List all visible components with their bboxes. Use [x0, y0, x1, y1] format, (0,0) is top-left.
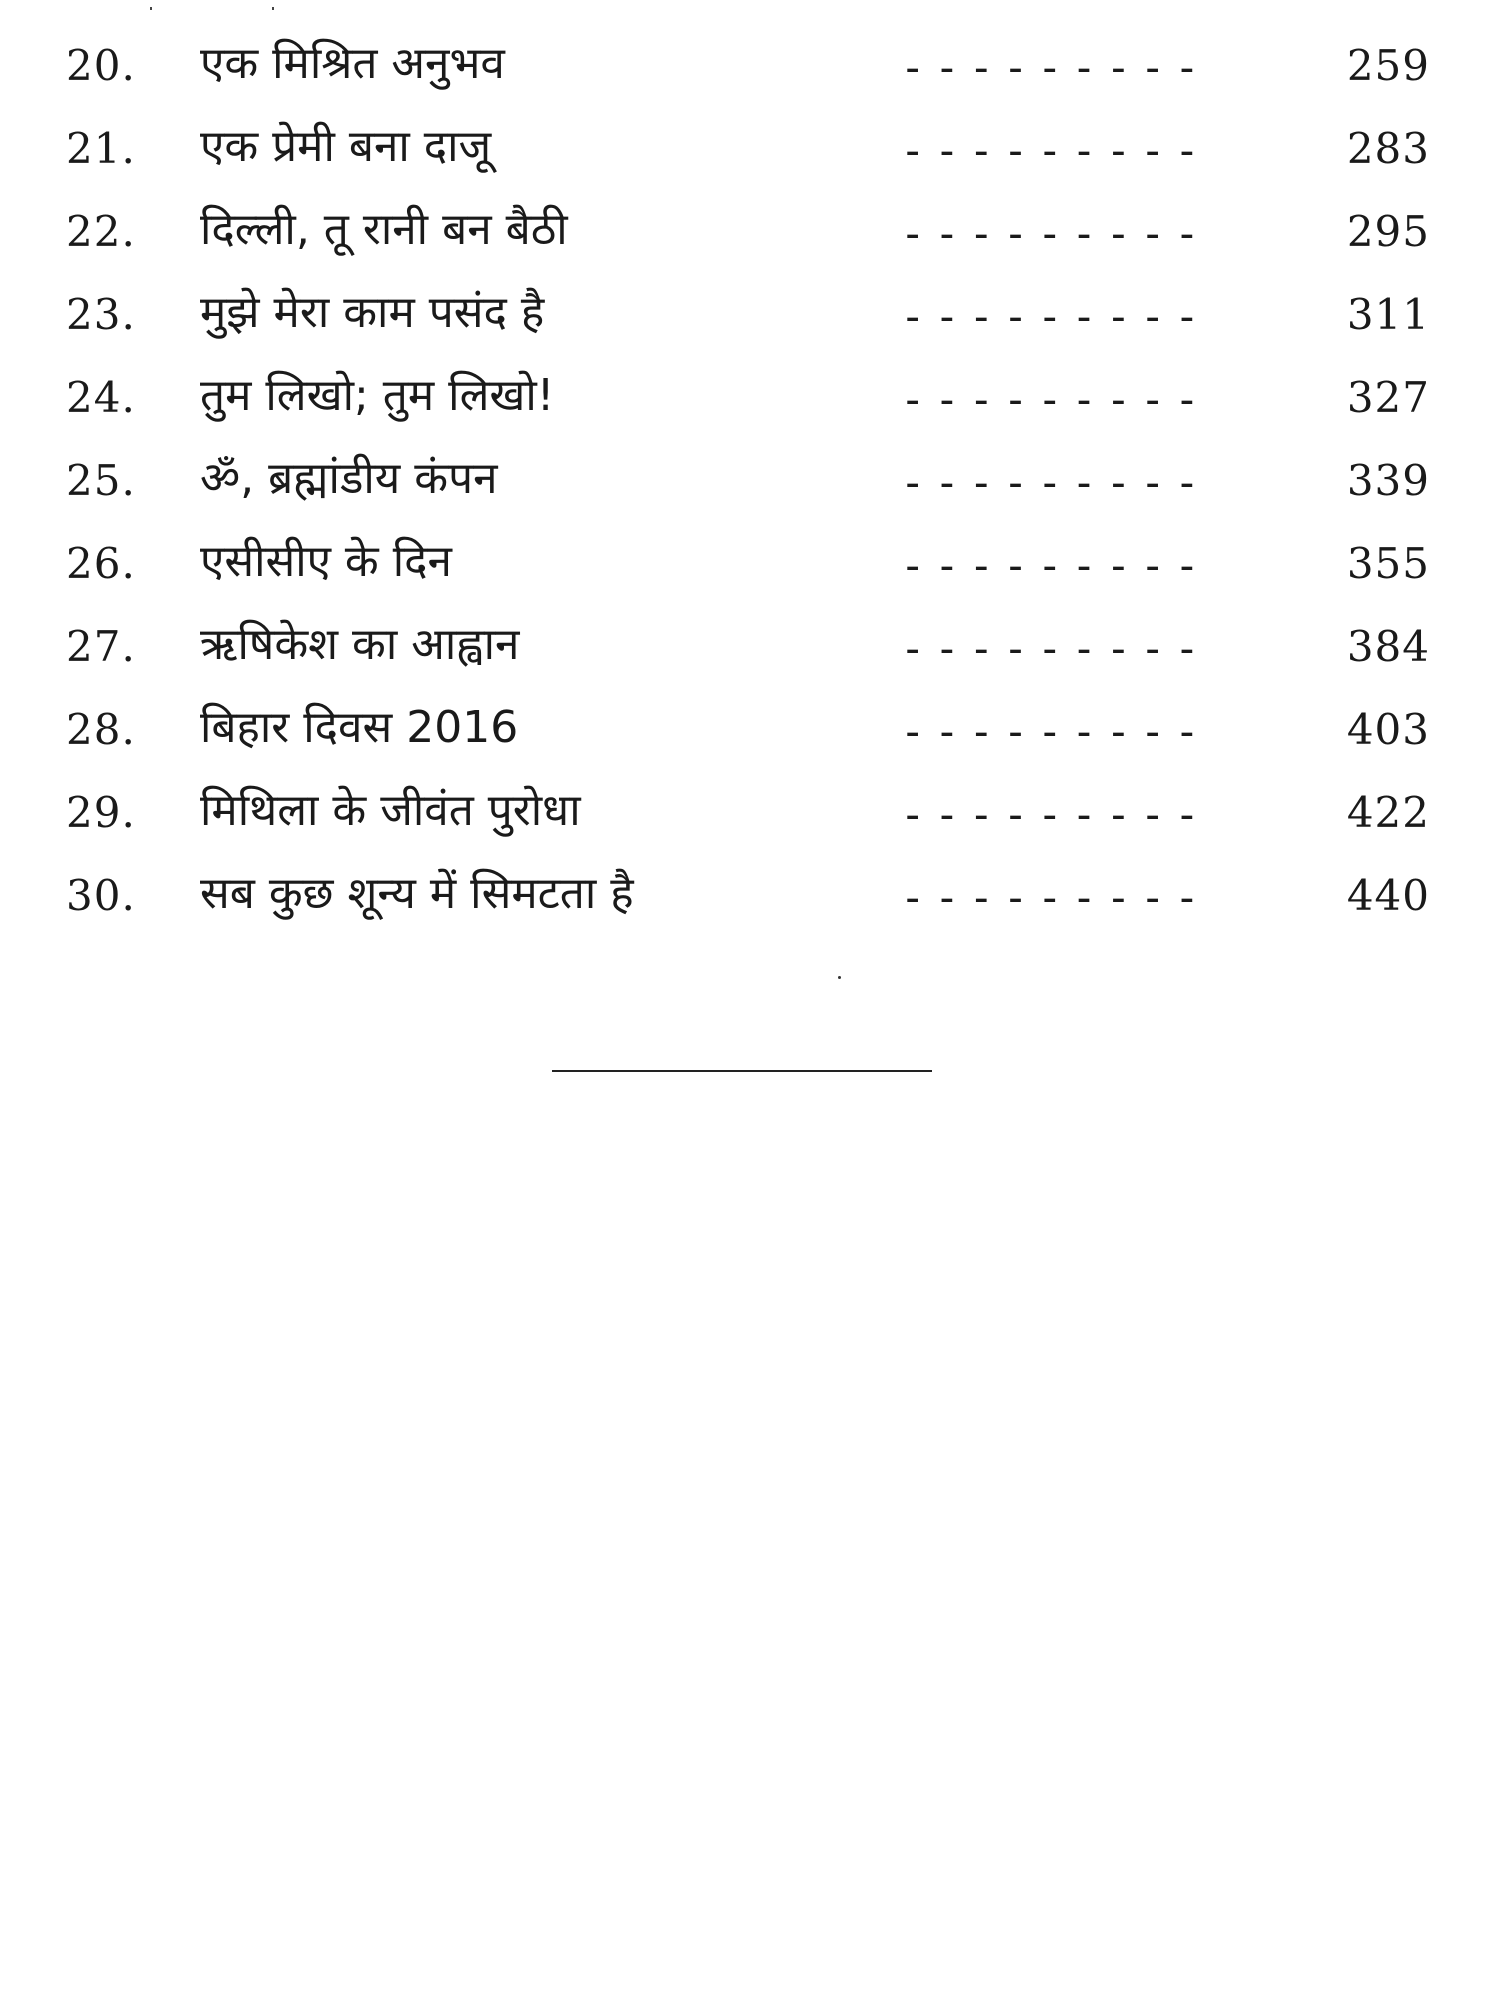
table-of-contents: [0, 32, 1500, 945]
toc-entry-page: 295: [1346, 207, 1430, 256]
toc-leader-dashes: ---------: [900, 624, 1209, 673]
toc-entry-title: तुम लिखो; तुम लिखो!: [200, 370, 555, 421]
toc-entry-title: दिल्ली, तू रानी बन बैठी: [200, 204, 568, 255]
toc-entry: [0, 115, 1500, 198]
toc-entry-number: 20.: [66, 41, 136, 90]
toc-entry-number: 21.: [66, 124, 136, 173]
toc-entry: [0, 530, 1500, 613]
toc-leader-dashes: ---------: [900, 43, 1209, 92]
toc-entry-page: 327: [1346, 373, 1430, 422]
toc-entry-page: 283: [1346, 124, 1430, 173]
toc-entry-page: 422: [1346, 788, 1430, 837]
toc-entry: [0, 281, 1500, 364]
cropped-text-fragment: [150, 0, 450, 10]
scan-speck: [838, 976, 841, 979]
toc-entry-number: 27.: [66, 622, 136, 671]
toc-entry-number: 23.: [66, 290, 136, 339]
toc-entry-number: 24.: [66, 373, 136, 422]
toc-entry-number: 25.: [66, 456, 136, 505]
toc-leader-dashes: ---------: [900, 541, 1209, 590]
toc-entry: [0, 696, 1500, 779]
toc-leader-dashes: ---------: [900, 292, 1209, 341]
toc-entry-title: मिथिला के जीवंत पुरोधा: [200, 785, 581, 836]
toc-entry: [0, 613, 1500, 696]
toc-entry-number: 30.: [66, 871, 136, 920]
toc-entry-title: एक प्रेमी बना दाजू: [200, 121, 492, 172]
toc-entry-page: 440: [1346, 871, 1430, 920]
toc-entry: [0, 779, 1500, 862]
toc-entry-page: 403: [1346, 705, 1430, 754]
toc-entry: [0, 198, 1500, 281]
section-end-rule: [552, 1070, 932, 1072]
toc-entry-page: 311: [1346, 290, 1430, 339]
toc-entry-page: 355: [1346, 539, 1430, 588]
toc-entry: [0, 447, 1500, 530]
toc-leader-dashes: ---------: [900, 126, 1209, 175]
toc-entry-number: 22.: [66, 207, 136, 256]
toc-entry-title: मुझे मेरा काम पसंद है: [200, 287, 545, 338]
toc-leader-dashes: ---------: [900, 873, 1209, 922]
toc-entry-number: 29.: [66, 788, 136, 837]
toc-entry-title: एसीसीए के दिन: [200, 536, 452, 587]
toc-entry-title: बिहार दिवस 2016: [200, 702, 519, 753]
toc-leader-dashes: ---------: [900, 209, 1209, 258]
toc-entry-page: 339: [1346, 456, 1430, 505]
toc-entry-title: ऋषिकेश का आह्वान: [200, 619, 520, 670]
toc-entry-page: 384: [1346, 622, 1430, 671]
toc-entry: [0, 862, 1500, 945]
toc-leader-dashes: ---------: [900, 375, 1209, 424]
toc-entry-title: ॐ, ब्रह्मांडीय कंपन: [200, 453, 498, 504]
toc-entry-number: 28.: [66, 705, 136, 754]
toc-entry-title: एक मिश्रित अनुभव: [200, 38, 505, 89]
toc-entry-title: सब कुछ शून्य में सिमटता है: [200, 868, 634, 919]
toc-entry-number: 26.: [66, 539, 136, 588]
toc-entry: [0, 364, 1500, 447]
toc-leader-dashes: ---------: [900, 790, 1209, 839]
toc-entry: [0, 32, 1500, 115]
toc-leader-dashes: ---------: [900, 707, 1209, 756]
toc-entry-page: 259: [1346, 41, 1430, 90]
toc-leader-dashes: ---------: [900, 458, 1209, 507]
